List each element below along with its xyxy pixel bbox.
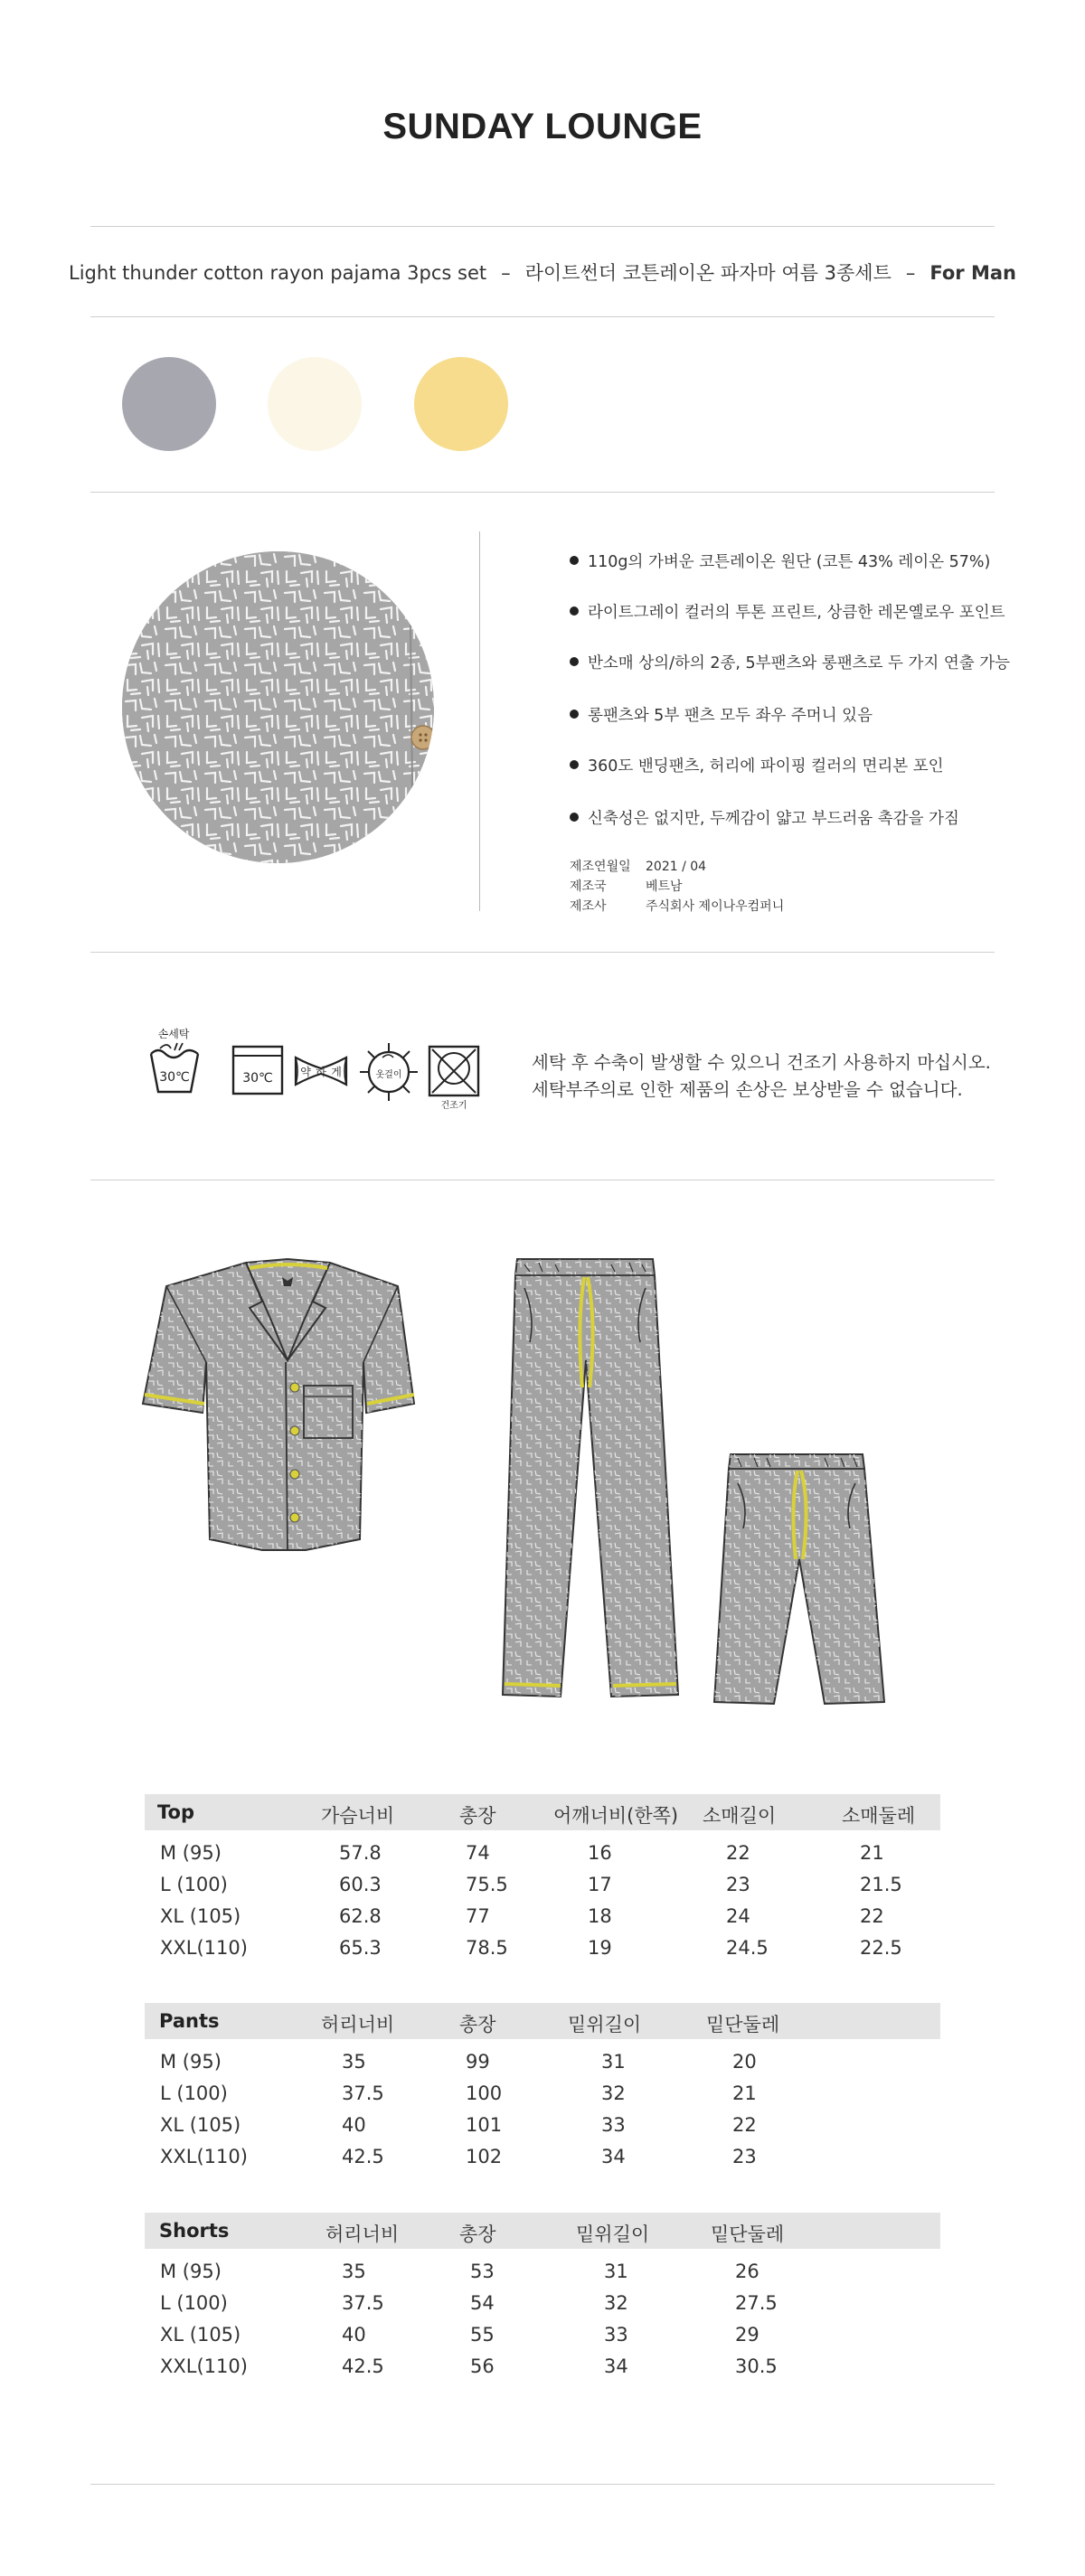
garment-illustration: [127, 1252, 958, 1725]
size-table-shorts: [145, 2213, 940, 2398]
table-cell: 37.5: [342, 2292, 384, 2314]
gentle-wring-icon: [296, 1058, 346, 1085]
size-label: L (100): [160, 1874, 228, 1895]
manufacture-row: [570, 857, 706, 875]
color-swatch-cream[interactable]: [268, 357, 362, 451]
column-header: 총장: [459, 2014, 496, 2035]
size-label: XXL(110): [160, 2146, 248, 2167]
divider: [90, 2484, 995, 2485]
size-table-header: [145, 2213, 940, 2249]
brand-title: SUNDAY LOUNGE: [382, 107, 703, 146]
divider: [90, 316, 995, 317]
bullet-icon: [570, 710, 579, 719]
size-table-title: Pants: [159, 2010, 220, 2032]
table-cell: 102: [466, 2146, 503, 2167]
table-cell: 20: [732, 2051, 757, 2073]
bullet-icon: [570, 606, 579, 616]
table-cell: 53: [470, 2261, 495, 2282]
size-label: XL (105): [160, 1905, 241, 1927]
garment-drawings: [127, 1252, 958, 1722]
table-cell: 32: [601, 2082, 626, 2104]
feature-item: [570, 754, 944, 776]
table-cell: 21: [732, 2082, 757, 2104]
table-cell: 75.5: [466, 1874, 508, 1895]
size-table-pants: [145, 2003, 940, 2188]
size-table-header: [145, 2003, 940, 2039]
table-cell: 35: [342, 2261, 366, 2282]
table-cell: 32: [604, 2292, 628, 2314]
size-label: XL (105): [160, 2114, 241, 2136]
table-cell: 24.5: [726, 1937, 769, 1959]
table-cell: 54: [470, 2292, 495, 2314]
wring-char: 하: [316, 1066, 326, 1078]
table-cell: 57.8: [339, 1842, 382, 1864]
table-cell: 19: [588, 1937, 612, 1959]
column-header: 가슴너비: [321, 1805, 395, 1827]
no-tumble-dry-icon: [429, 1047, 478, 1111]
table-cell: 21: [860, 1842, 884, 1864]
table-cell: 55: [470, 2324, 495, 2346]
subtitle-separator: –: [501, 262, 511, 284]
table-cell: 101: [466, 2114, 503, 2136]
table-cell: 62.8: [339, 1905, 382, 1927]
table-cell: 23: [732, 2146, 757, 2167]
column-header: 허리너비: [326, 2223, 400, 2245]
subtitle-korean: 라이트썬더 코튼레이온 파자마 여름 3종세트: [524, 262, 892, 284]
feature-item: [570, 651, 1010, 673]
table-cell: 16: [588, 1842, 612, 1864]
product-subtitle: [0, 259, 1085, 286]
table-cell: 24: [726, 1905, 750, 1927]
manufacture-row: [570, 897, 784, 915]
table-cell: 33: [604, 2324, 628, 2346]
size-label: XL (105): [160, 2324, 241, 2346]
subtitle-english: Light thunder cotton rayon pajama 3pcs set: [69, 262, 487, 284]
column-header: 어깨너비(한쪽): [553, 1805, 679, 1827]
wring-char: 약: [300, 1066, 311, 1078]
size-label: L (100): [160, 2082, 228, 2104]
table-cell: 33: [601, 2114, 626, 2136]
column-header: 허리너비: [321, 2014, 395, 2035]
table-cell: 27.5: [735, 2292, 778, 2314]
care-note: 세탁부주의로 인한 제품의 손상은 보상받을 수 없습니다.: [532, 1079, 963, 1100]
column-header: 밑단둘레: [706, 2014, 780, 2035]
table-cell: 30.5: [735, 2355, 778, 2377]
table-cell: 78.5: [466, 1937, 508, 1959]
table-cell: 65.3: [339, 1937, 382, 1959]
feature-item: [570, 600, 1005, 623]
size-table-header: [145, 1794, 940, 1830]
table-cell: 100: [466, 2082, 503, 2104]
manufacture-key: 제조연월일: [570, 860, 631, 874]
size-label: M (95): [160, 1842, 222, 1864]
size-label: L (100): [160, 2292, 228, 2314]
table-cell: 40: [342, 2114, 366, 2136]
size-table-title: Shorts: [159, 2220, 230, 2242]
shirt-drawing: [143, 1259, 414, 1550]
hanger-dry-label: 옷걸이: [375, 1070, 402, 1080]
long-pants-drawing: [503, 1259, 678, 1697]
shorts-drawing: [714, 1454, 884, 1704]
size-label: XXL(110): [160, 1937, 248, 1959]
care-icons: [149, 1027, 529, 1117]
bullet-icon: [570, 760, 579, 769]
column-header: 총장: [459, 1805, 496, 1827]
machine-wash-temp: 30℃: [242, 1071, 273, 1086]
care-icon-row: [149, 1027, 529, 1114]
feature-text: 360도 밴딩팬츠, 허리에 파이핑 컬러의 면리본 포인: [588, 757, 944, 776]
table-cell: 22: [732, 2114, 757, 2136]
hand-wash-temp: 30℃: [159, 1070, 190, 1085]
feature-text: 롱팬츠와 5부 팬츠 모두 좌우 주머니 있음: [588, 707, 873, 725]
bullet-icon: [570, 556, 579, 565]
size-table-title: Top: [157, 1801, 194, 1823]
size-table-top: [145, 1794, 940, 1979]
color-swatch-gray[interactable]: [122, 357, 216, 451]
care-note: 세탁 후 수축이 발생할 수 있으니 건조기 사용하지 마십시오.: [532, 1052, 991, 1073]
feature-item: [570, 703, 873, 726]
table-cell: 22: [726, 1842, 750, 1864]
table-cell: 42.5: [342, 2355, 384, 2377]
table-cell: 17: [588, 1874, 612, 1895]
table-cell: 22: [860, 1905, 884, 1927]
hand-wash-top-label: 손세탁: [157, 1028, 190, 1040]
manufacture-value: 주식회사 제이나우컴퍼니: [646, 899, 785, 914]
table-cell: 34: [601, 2146, 626, 2167]
column-header: 밑위길이: [576, 2223, 650, 2245]
table-cell: 40: [342, 2324, 366, 2346]
hanger-dry-icon: [360, 1043, 418, 1101]
table-cell: 31: [604, 2261, 628, 2282]
table-cell: 34: [604, 2355, 628, 2377]
manufacture-key: 제조사: [570, 899, 607, 914]
color-swatch-yellow[interactable]: [414, 357, 508, 451]
size-label: XXL(110): [160, 2355, 248, 2377]
table-cell: 31: [601, 2051, 626, 2073]
fabric-closeup-image: [122, 551, 434, 863]
no-tumble-dry-label: 건조기: [440, 1101, 467, 1111]
feature-text: 신축성은 없지만, 두께감이 얇고 부드러움 촉감을 가짐: [588, 810, 959, 828]
subtitle-gender: For Man: [929, 262, 1016, 284]
table-cell: 35: [342, 2051, 366, 2073]
column-header: 소매둘레: [842, 1805, 916, 1827]
feature-text: 라이트그레이 컬러의 투톤 프린트, 상큼한 레몬옐로우 포인트: [588, 604, 1005, 622]
machine-wash-icon: [233, 1047, 282, 1094]
column-header: 소매길이: [703, 1805, 777, 1827]
bullet-icon: [570, 813, 579, 822]
column-header: 밑단둘레: [711, 2223, 785, 2245]
table-cell: 56: [470, 2355, 495, 2377]
fabric-pattern: [122, 551, 434, 863]
table-cell: 26: [735, 2261, 760, 2282]
table-cell: 42.5: [342, 2146, 384, 2167]
vertical-divider: [479, 531, 480, 911]
divider: [90, 952, 995, 953]
table-cell: 23: [726, 1874, 750, 1895]
size-label: M (95): [160, 2051, 222, 2073]
feature-item: [570, 550, 990, 572]
table-cell: 29: [735, 2324, 760, 2346]
table-cell: 77: [466, 1905, 490, 1927]
bullet-icon: [570, 657, 579, 666]
hand-wash-icon: [151, 1027, 198, 1092]
table-cell: 37.5: [342, 2082, 384, 2104]
column-header: 밑위길이: [568, 2014, 642, 2035]
wring-char: 게: [331, 1066, 342, 1078]
divider: [90, 492, 995, 493]
manufacture-key: 제조국: [570, 879, 607, 894]
table-cell: 74: [466, 1842, 490, 1864]
manufacture-value: 베트남: [646, 879, 683, 894]
subtitle-separator: –: [905, 262, 916, 284]
size-label: M (95): [160, 2261, 222, 2282]
divider: [90, 226, 995, 227]
table-cell: 22.5: [860, 1937, 902, 1959]
manufacture-row: [570, 877, 683, 895]
feature-text: 110g의 가벼운 코튼레이온 원단 (코튼 43% 레이온 57%): [588, 553, 991, 571]
feature-item: [570, 806, 959, 829]
table-cell: 60.3: [339, 1874, 382, 1895]
table-cell: 99: [466, 2051, 490, 2073]
table-cell: 18: [588, 1905, 612, 1927]
table-cell: 21.5: [860, 1874, 902, 1895]
feature-text: 반소매 상의/하의 2종, 5부팬츠와 롱팬츠로 두 가지 연출 가능: [588, 654, 1011, 672]
column-header: 총장: [459, 2223, 496, 2245]
manufacture-value: 2021 / 04: [646, 860, 707, 874]
